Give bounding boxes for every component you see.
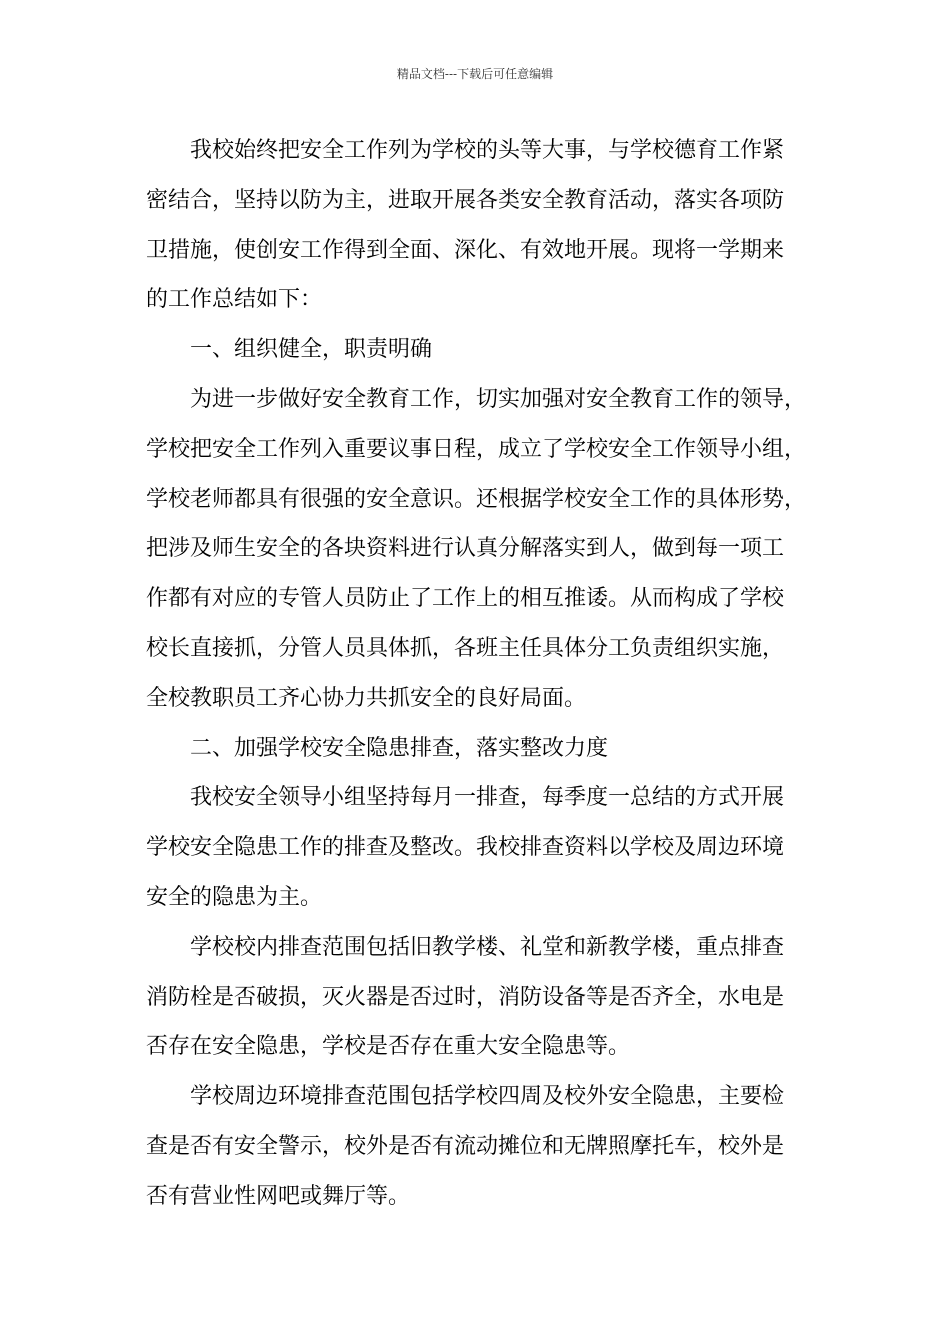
paragraph-line: 把涉及师生安全的各块资料进行认真分解落实到人，做到每一项工 (146, 536, 785, 562)
paragraph-line: 作都有对应的专管人员防止了工作上的相互推诿。从而构成了学校 (146, 586, 785, 612)
section-heading: 二、加强学校安全隐患排查，落实整改力度 (190, 735, 609, 761)
document-body (146, 126, 818, 1222)
paragraph-line: 否存在安全隐患，学校是否存在重大安全隐患等。 (146, 1034, 631, 1060)
paragraph-line: 的工作总结如下： (146, 287, 323, 313)
paragraph-line: 全校教职员工齐心协力共抓安全的良好局面。 (146, 685, 587, 711)
page-header: 精品文档---下载后可任意编辑 (396, 67, 554, 81)
paragraph-line: 校长直接抓，分管人员具体抓，各班主任具体分工负责组织实施， (146, 635, 785, 661)
paragraph-line: 学校安全隐患工作的排查及整改。我校排查资料以学校及周边环境 (146, 835, 785, 861)
paragraph-line: 我校安全领导小组坚持每月一排查，每季度一总结的方式开展 (190, 785, 785, 811)
section-heading: 一、组织健全，职责明确 (190, 337, 433, 363)
paragraph-line: 消防栓是否破损，灭火器是否过时，消防设备等是否齐全，水电是 (146, 984, 785, 1010)
paragraph-line: 学校把安全工作列入重要议事日程，成立了学校安全工作领导小组， (146, 436, 807, 462)
paragraph-line: 为进一步做好安全教育工作，切实加强对安全教育工作的领导， (190, 386, 807, 412)
paragraph-line: 卫措施，使创安工作得到全面、深化、有效地开展。现将一学期来 (146, 237, 785, 263)
paragraph-line: 学校老师都具有很强的安全意识。还根据学校安全工作的具体形势， (146, 486, 807, 512)
paragraph-line: 否有营业性网吧或舞厅等。 (146, 1183, 411, 1209)
paragraph-line: 密结合，坚持以防为主，进取开展各类安全教育活动，落实各项防 (146, 187, 785, 213)
paragraph-line: 查是否有安全警示，校外是否有流动摊位和无牌照摩托车，校外是 (146, 1133, 785, 1159)
paragraph-line: 安全的隐患为主。 (146, 884, 323, 910)
paragraph-line: 学校周边环境排查范围包括学校四周及校外安全隐患，主要检 (190, 1084, 785, 1110)
paragraph-line: 我校始终把安全工作列为学校的头等大事，与学校德育工作紧 (190, 138, 785, 163)
paragraph-line: 学校校内排查范围包括旧教学楼、礼堂和新教学楼，重点排查 (190, 934, 785, 960)
